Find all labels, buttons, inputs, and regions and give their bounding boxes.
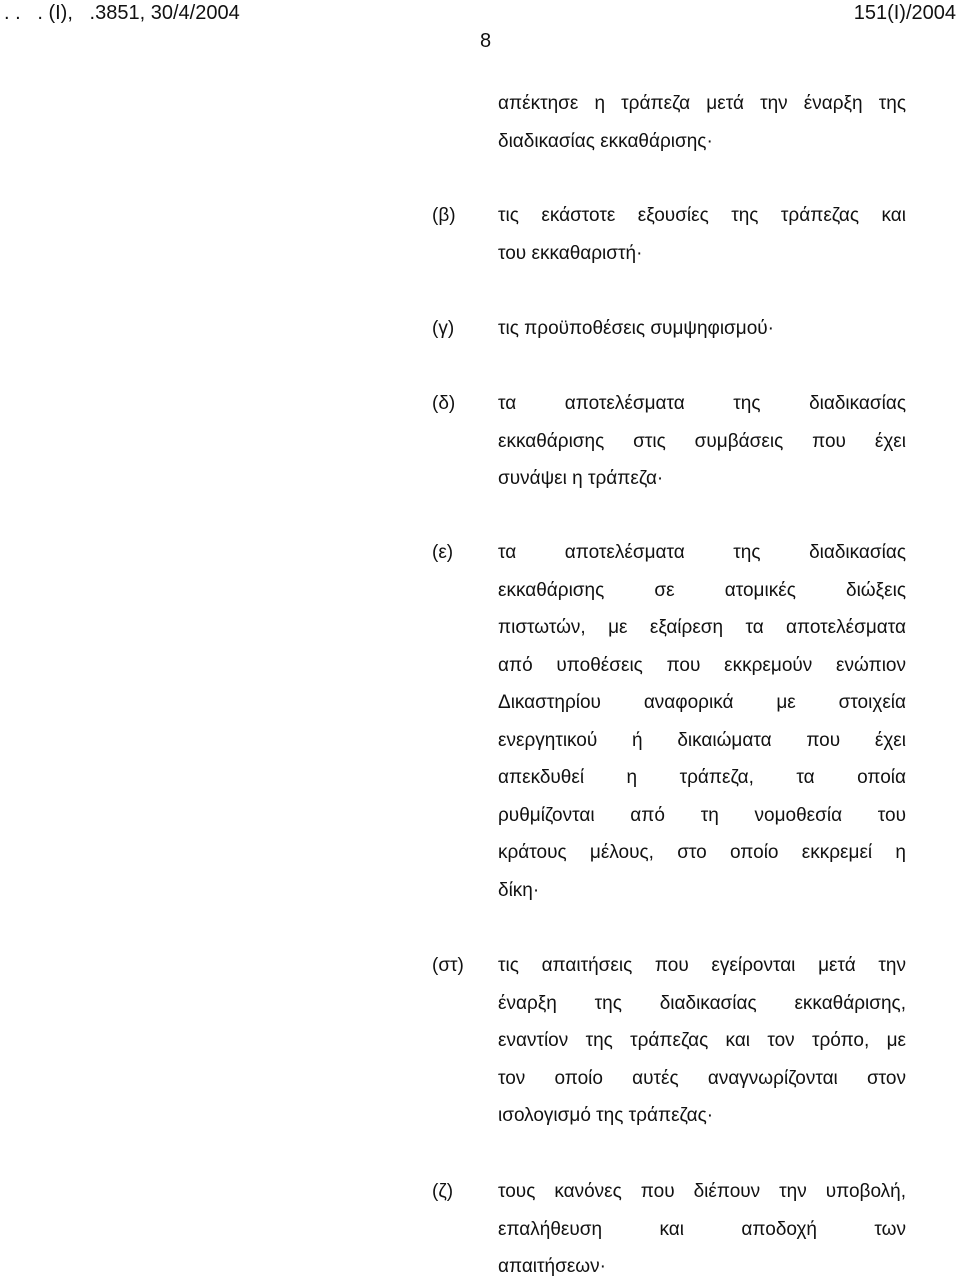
item-text — [498, 534, 906, 909]
text-line: τον οποίο αυτές αναγνωρίζονται στον — [498, 1067, 906, 1089]
text-line: του εκκαθαριστή· — [498, 242, 643, 264]
item-label: (δ) — [432, 393, 456, 414]
text-line: απέκτησε η τράπεζα μετά την έναρξη της — [498, 93, 906, 114]
item-text — [498, 310, 906, 348]
item-text — [498, 85, 906, 160]
document-reference: . . . (Ι), .3851, 30/4/2004 — [4, 2, 240, 24]
text-line: πιστωτών, με εξαίρεση τα αποτελέσματα — [498, 617, 906, 638]
item-text — [498, 385, 906, 498]
text-line: Δικαστηρίου αναφορικά με στοιχεία — [498, 692, 906, 713]
text-line: εκκαθάρισης σε ατομικές διώξεις — [498, 579, 906, 601]
text-line: ενεργητικού ή δικαιώματα που έχει — [498, 729, 906, 751]
text-line: εναντίον της τράπεζας και τον τρόπο, με — [498, 1030, 906, 1051]
text-line: απεκδυθεί η τράπεζα, τα οποία — [498, 767, 906, 788]
law-number: 151(Ι)/2004 — [853, 2, 956, 24]
text-line: τις απαιτήσεις που εγείρονται μετά την — [498, 955, 906, 976]
text-line: έναρξη της διαδικασίας εκκαθάρισης, — [498, 992, 906, 1014]
item-label: (στ) — [432, 955, 464, 976]
text-line: από υποθέσεις που εκκρεμούν ενώπιον — [498, 654, 906, 676]
text-line: απαιτήσεων· — [498, 1256, 606, 1277]
item-text — [498, 947, 906, 1135]
text-line: διαδικασίας εκκαθάρισης· — [498, 130, 713, 152]
text-line: δίκη· — [498, 879, 540, 901]
text-line: τις προϋποθέσεις συμψηφισμού· — [498, 318, 775, 339]
text-line: ισολογισμό της τράπεζας· — [498, 1105, 714, 1126]
item-label: (ε) — [432, 542, 454, 563]
item-label: (β) — [432, 205, 456, 226]
text-line: συνάψει η τράπεζα· — [498, 468, 664, 489]
item-label: (γ) — [432, 318, 455, 339]
text-line: κράτους μέλους, στο οποίο εκκρεμεί η — [498, 842, 906, 863]
page-number: 8 — [480, 30, 492, 52]
text-line: τα αποτελέσματα της διαδικασίας — [498, 393, 906, 414]
text-line: τις εκάστοτε εξουσίες της τράπεζας και — [498, 205, 906, 226]
text-line: τους κανόνες που διέπουν την υποβολή, — [498, 1181, 906, 1202]
text-line: επαλήθευση και αποδοχή των — [498, 1218, 906, 1240]
text-line: τα αποτελέσματα της διαδικασίας — [498, 542, 906, 563]
item-text — [498, 1173, 906, 1286]
item-text — [498, 197, 906, 272]
text-line: ρυθμίζονται από τη νομοθεσία του — [498, 804, 906, 826]
text-line: εκκαθάρισης στις συμβάσεις που έχει — [498, 430, 906, 452]
item-label: (ζ) — [432, 1181, 454, 1202]
